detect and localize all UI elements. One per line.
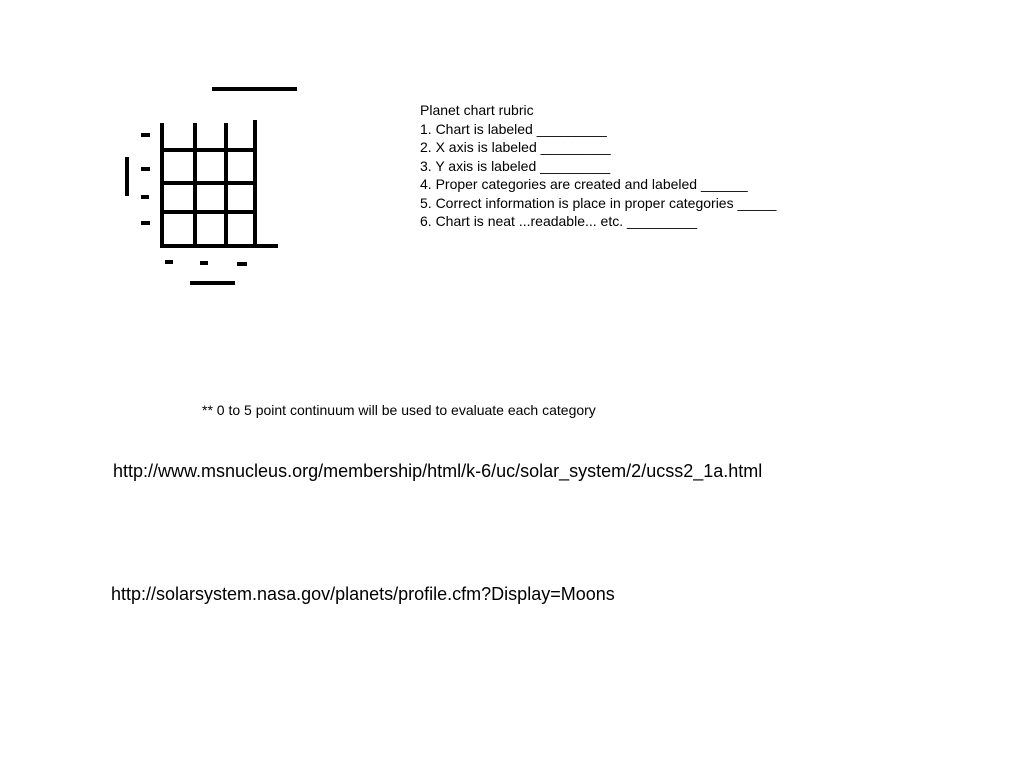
- rubric-item: 4. Proper categories are created and labeled ______: [420, 176, 748, 192]
- scoring-note: ** 0 to 5 point continuum will be used to evaluate each category: [202, 402, 596, 418]
- rubric-item: 2. X axis is labeled _________: [420, 139, 611, 155]
- rubric-title: Planet chart rubric: [420, 102, 534, 118]
- msnucleus-link[interactable]: http://www.msnucleus.org/membership/html/k-6/uc/solar_system/2/ucss2_1a.html: [113, 461, 763, 481]
- rubric-list: [420, 101, 776, 231]
- nasa-moons-link[interactable]: http://solarsystem.nasa.gov/planets/profile.cfm?Display=Moons: [111, 584, 615, 604]
- rubric-item: 3. Y axis is labeled _________: [420, 157, 611, 174]
- rubric-item: 1. Chart is labeled _________: [420, 120, 607, 137]
- rubric-item: 6. Chart is neat ...readable... etc. _________: [420, 213, 698, 229]
- rubric-item: 5. Correct information is place in proper categories _____: [420, 194, 777, 211]
